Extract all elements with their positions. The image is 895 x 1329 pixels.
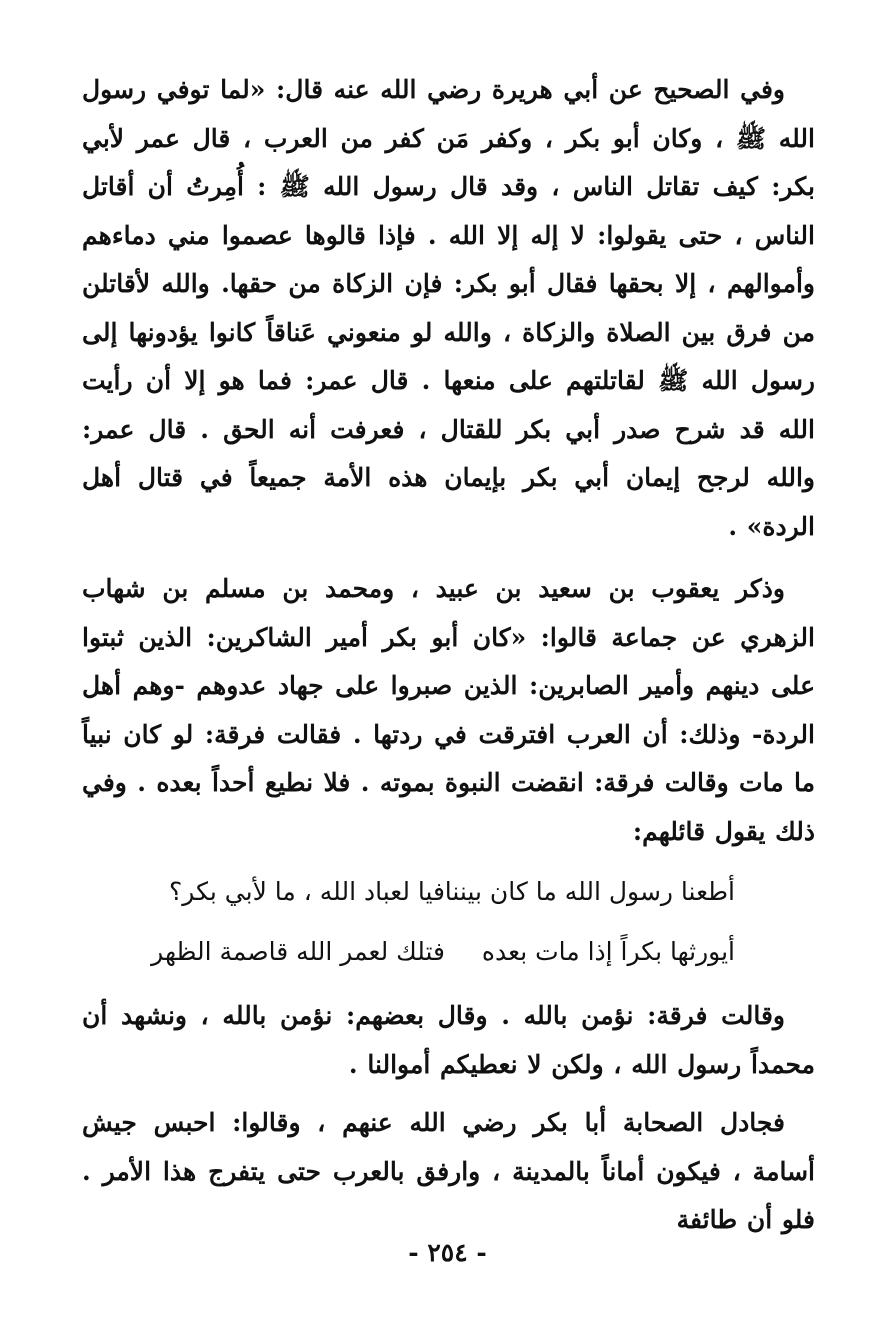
verse-first-hemistich: أيورثها بكراً إذا مات بعده [481, 937, 735, 966]
poem [82, 862, 815, 982]
verse-first-hemistich: أطعنا رسول الله ما كان بيننا [444, 877, 735, 906]
paragraph-apostasy-sects: وذكر يعقوب بن سعيد بن عبيد ، ومحمد بن مسلم بن شهاب الزهري عن جماعة قالوا: «كان أبو بكر أمير الشاكرين: الذين ثبتوا على دينهم وأمير الصابرين: الذين صبروا على جهاد عدوهم -وهم أهل الردة- وذلك: أن العرب افترقت في ردتها . فقالت فرقة: لو كان نبياً ما مات وقالت فرقة: انقضت النبوة بموته . فلا نطيع أحداً بعده . وفي ذلك يقول قائلهم: [82, 574, 815, 846]
paragraph-companions-argue: فجادل الصحابة أبا بكر رضي الله عنهم ، وقالوا: احبس جيش أسامة ، فيكون أماناً بالمدينة ، وارفق بالعرب حتى يتفرج هذا الأمر . فلو أن طائفة [82, 1108, 815, 1234]
poem-verse [82, 862, 735, 922]
page-body [82, 66, 815, 1245]
paragraph-hadith: وفي الصحيح عن أبي هريرة رضي الله عنه قال: «لما توفي رسول الله ﷺ ، وكان أبو بكر ، وكفر مَن كفر من العرب ، قال عمر لأبي بكر: كيف تقاتل الناس ، وقد قال رسول الله ﷺ : أُمِرتُ أن أقاتل الناس ، حتى يقولوا: لا إله إلا الله . فإذا قالوها عصموا مني دماءهم وأموالهم ، إلا بحقها فقال أبو بكر: فإن الزكاة من حقها. والله لأقاتلن من فرق بين الصلاة والزكاة ، والله لو منعوني عَناقاً كانوا يؤدونها إلى رسول الله ﷺ لقاتلتهم على منعها . قال عمر: فما هو إلا أن رأيت الله قد شرح صدر أبي بكر للقتال ، فعرفت أنه الحق . قال عمر: والله لرجح إيمان أبي بكر بإيمان هذه الأمة جميعاً في قتال أهل الردة» . [82, 75, 815, 541]
poem-verse [82, 922, 735, 982]
verse-second-hemistich: فتلك لعمر الله قاصمة الظهر [151, 937, 445, 966]
verse-second-hemistich: فيا لعباد الله ، ما لأبي بكر؟ [169, 877, 445, 906]
paragraph-third-sect: وقالت فرقة: نؤمن بالله . وقال بعضهم: نؤمن بالله ، ونشهد أن محمداً رسول الله ، ولكن لا نعطيكم أموالنا . [82, 1001, 815, 1079]
page-number: - ٢٥٤ - [408, 1238, 487, 1267]
